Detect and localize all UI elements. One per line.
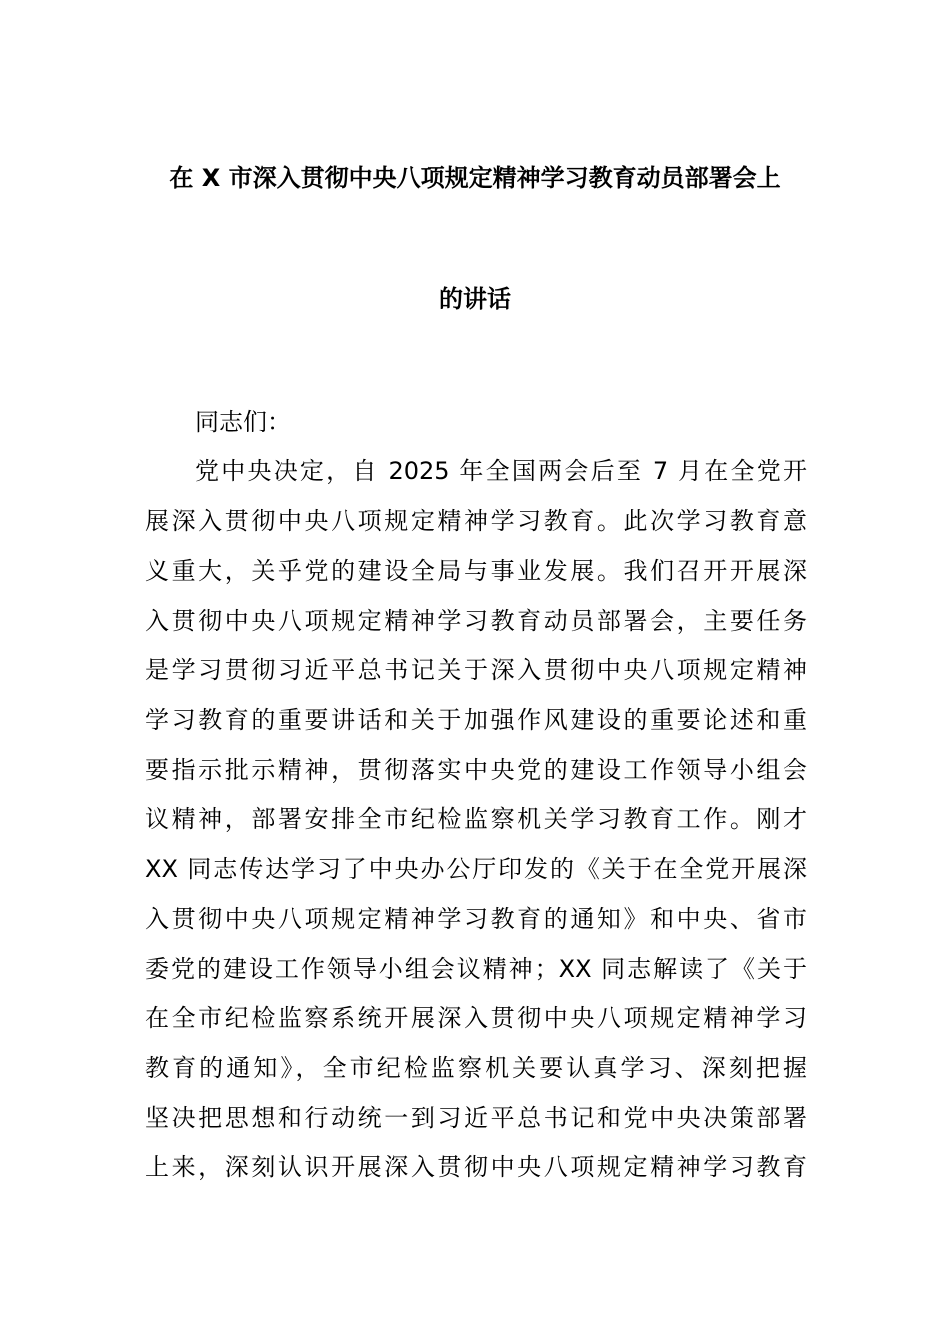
paragraph-line: 入贯彻中央八项规定精神学习教育的通知》和中央、省市 bbox=[145, 905, 807, 933]
paragraph-line: 在全市纪检监察系统开展深入贯彻中央八项规定精神学习 bbox=[145, 1004, 807, 1032]
paragraph-line: 义重大，关乎党的建设全局与事业发展。我们召开开展深 bbox=[145, 557, 807, 585]
paragraph-line: 坚决把思想和行动统一到习近平总书记和党中央决策部署 bbox=[145, 1104, 807, 1132]
paragraph-line: 是学习贯彻习近平总书记关于深入贯彻中央八项规定精神 bbox=[145, 656, 807, 684]
paragraph-line: XX 同志传达学习了中央办公厅印发的《关于在全党开展深 bbox=[145, 855, 807, 883]
paragraph-line: 展深入贯彻中央八项规定精神学习教育。此次学习教育意 bbox=[145, 507, 807, 535]
paragraph-line: 教育的通知》，全市纪检监察机关要认真学习、深刻把握 bbox=[145, 1054, 807, 1082]
paragraph-line: 要指示批示精神，贯彻落实中央党的建设工作领导小组会 bbox=[145, 756, 807, 784]
paragraph-line: 上来，深刻认识开展深入贯彻中央八项规定精神学习教育 bbox=[145, 1153, 807, 1181]
document-title-line-1: 在 X 市深入贯彻中央八项规定精神学习教育动员部署会上 bbox=[169, 164, 781, 192]
paragraph-line: 入贯彻中央八项规定精神学习教育动员部署会，主要任务 bbox=[145, 607, 807, 635]
document-title-line-2: 的讲话 bbox=[439, 285, 511, 313]
paragraph-line: 党中央决定，自 2025 年全国两会后至 7 月在全党开 bbox=[195, 457, 807, 485]
salutation: 同志们： bbox=[195, 408, 291, 436]
paragraph-line: 议精神，部署安排全市纪检监察机关学习教育工作。刚才 bbox=[145, 805, 807, 833]
paragraph-line: 学习教育的重要讲话和关于加强作风建设的重要论述和重 bbox=[145, 706, 807, 734]
paragraph-line: 委党的建设工作领导小组会议精神；XX 同志解读了《关于 bbox=[145, 955, 807, 983]
